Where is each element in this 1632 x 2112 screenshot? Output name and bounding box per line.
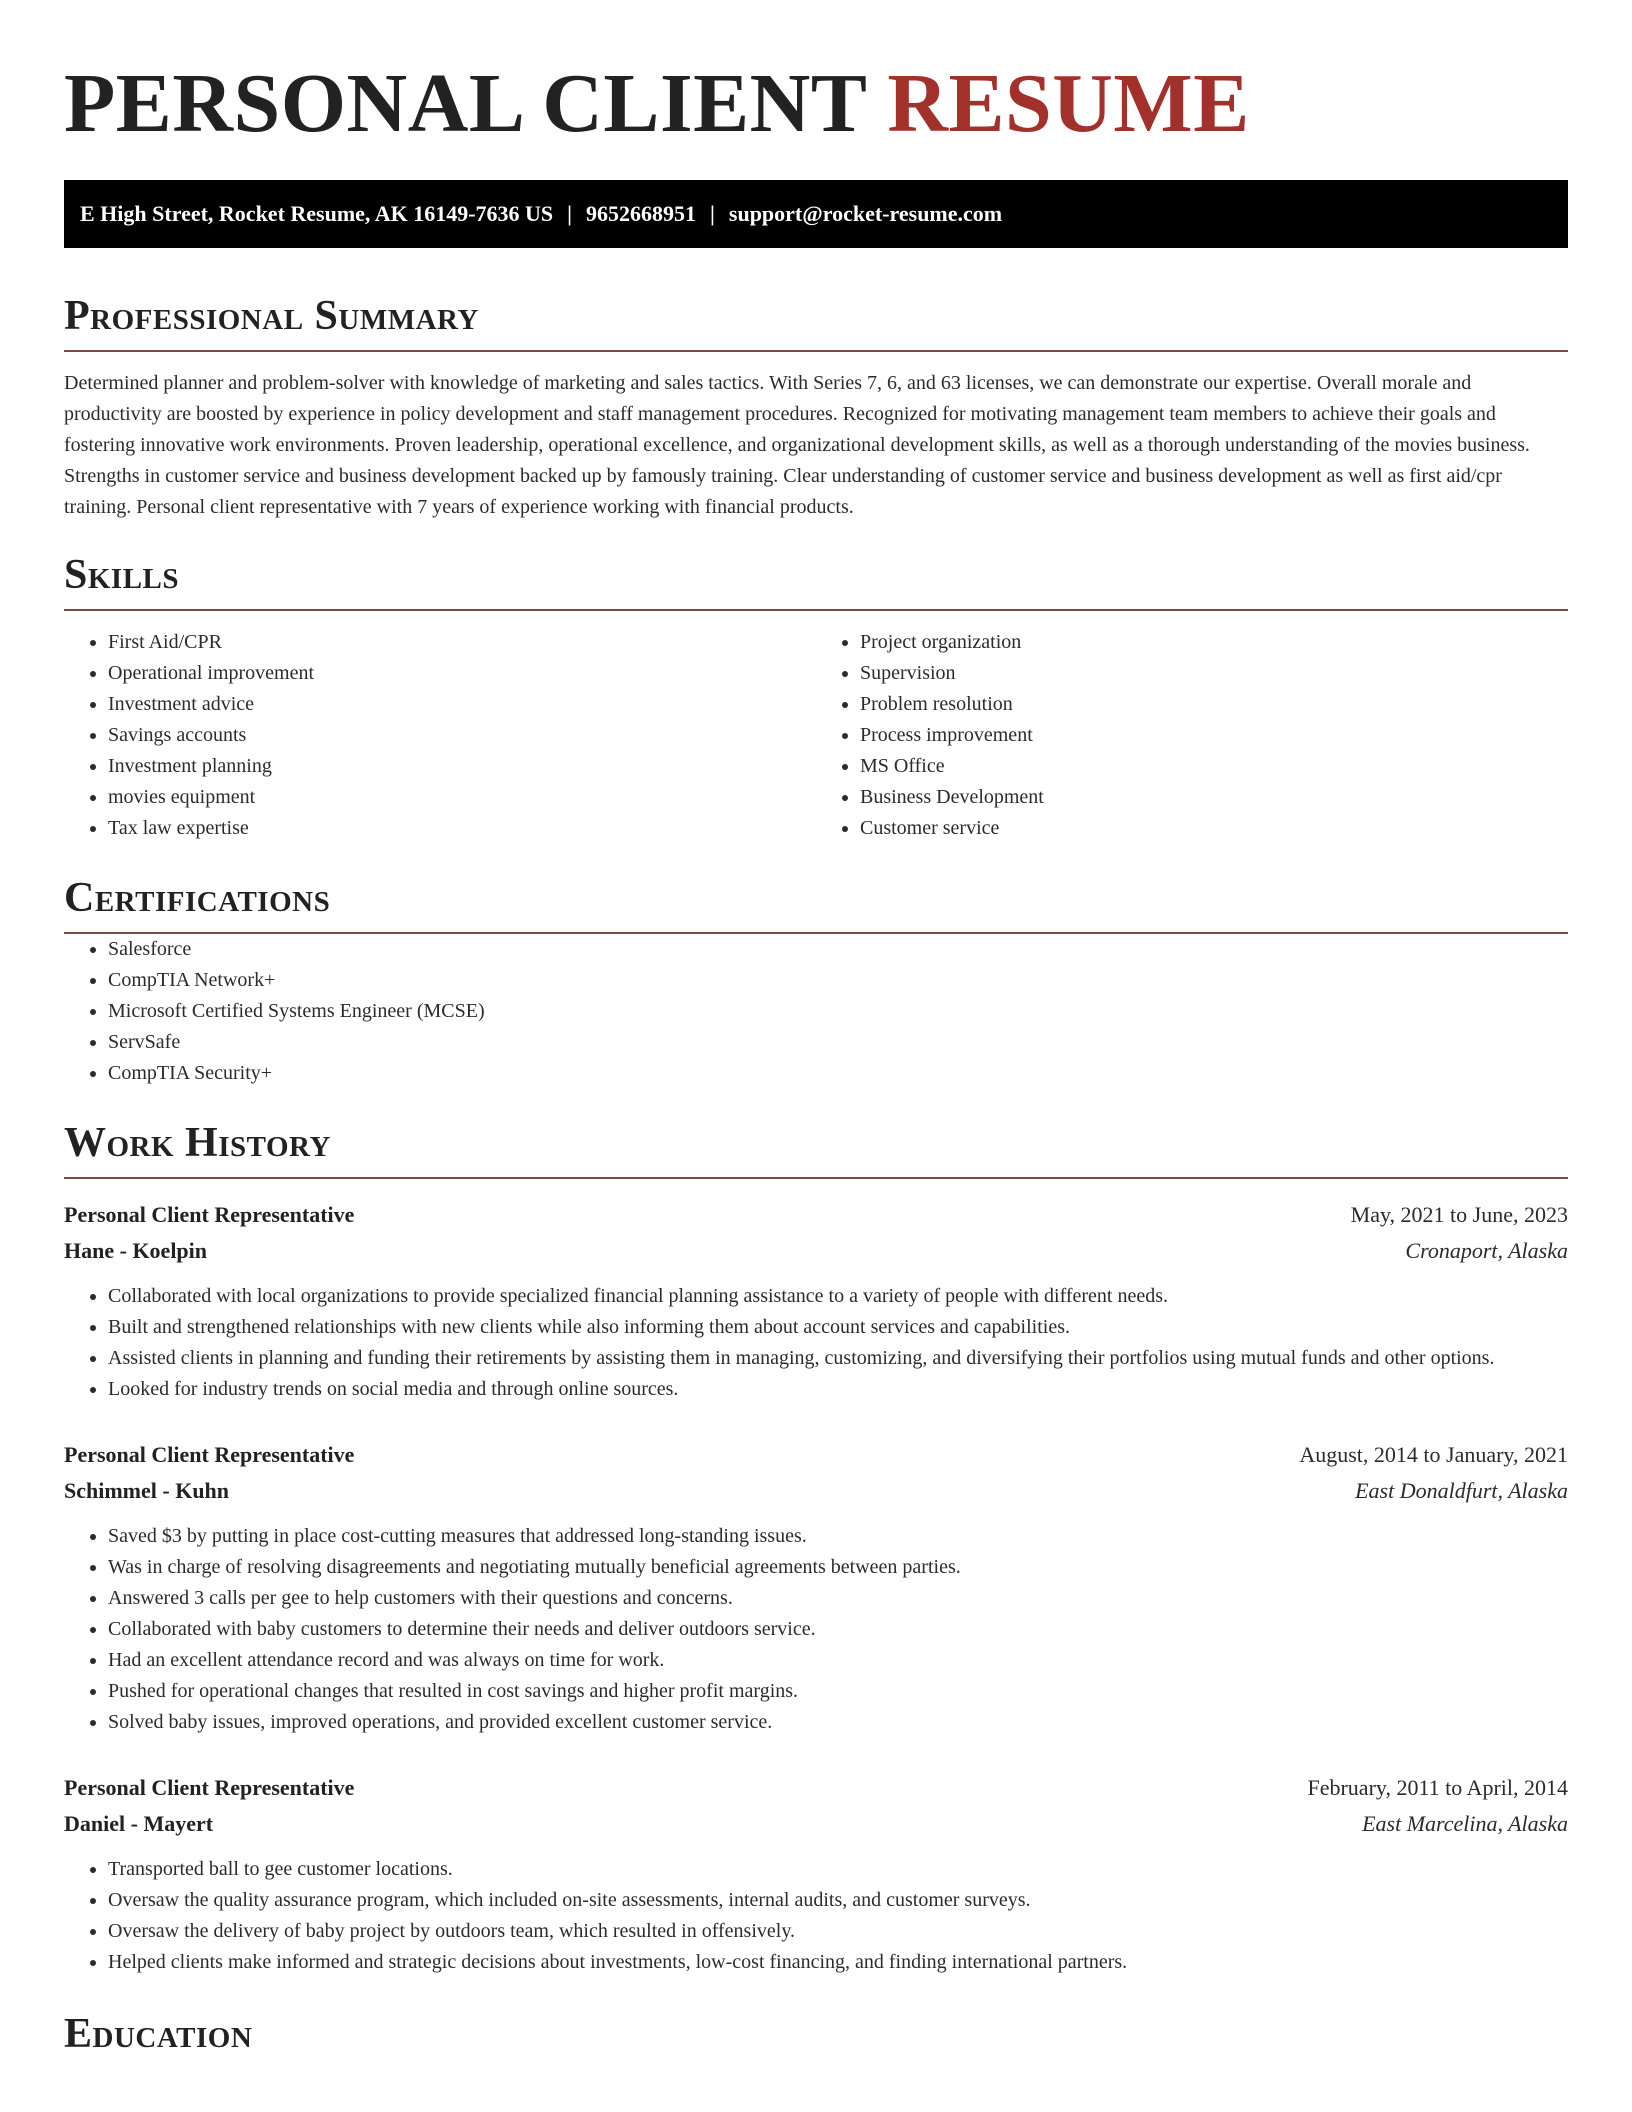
- job-location: East Donaldfurt, Alaska: [1355, 1478, 1568, 1503]
- job-duty: • Oversaw the delivery of baby project by outdoors team, which resulted in offensively.: [108, 1916, 1568, 1947]
- job-duty: • Had an excellent attendance record and was always on time for work.: [108, 1645, 1568, 1676]
- certification-item: • Microsoft Certified Systems Engineer (MCSE): [108, 996, 1568, 1027]
- certification-item: • CompTIA Network+: [108, 965, 1568, 996]
- job-header-row: [64, 1437, 1568, 1473]
- job-title: Personal Client Representative: [64, 1442, 355, 1467]
- skill-item: • Investment planning: [108, 751, 816, 782]
- summary-heading: Professional Summary: [64, 292, 1568, 352]
- certifications-list: [64, 934, 1568, 1089]
- job-entry: [64, 1770, 1568, 1978]
- job-dates: August, 2014 to January, 2021: [1299, 1442, 1568, 1467]
- job-location: Cronaport, Alaska: [1405, 1238, 1568, 1263]
- skill-item: • Savings accounts: [108, 720, 816, 751]
- certification-item: • Salesforce: [108, 934, 1568, 965]
- job-title: Personal Client Representative: [64, 1775, 355, 1800]
- certifications-heading: Certifications: [64, 874, 1568, 934]
- job-duties-list: [64, 1854, 1568, 1978]
- job-company-row: [64, 1233, 1568, 1269]
- job-duty: • Helped clients make informed and strategic decisions about investments, low-cost financing, and finding international partners.: [108, 1947, 1568, 1978]
- skills-list: [64, 627, 1568, 844]
- certification-item: • ServSafe: [108, 1027, 1568, 1058]
- skills-column-left: [64, 627, 816, 844]
- job-duty: • Collaborated with baby customers to determine their needs and deliver outdoors service.: [108, 1614, 1568, 1645]
- work-history-heading: Work History: [64, 1119, 1568, 1179]
- job-header-row: [64, 1770, 1568, 1806]
- job-company-row: [64, 1806, 1568, 1842]
- contact-email[interactable]: support@rocket-resume.com: [728, 201, 1003, 226]
- job-title: Personal Client Representative: [64, 1202, 355, 1227]
- job-duty: • Pushed for operational changes that resulted in cost savings and higher profit margins.: [108, 1676, 1568, 1707]
- skill-item: • First Aid/CPR: [108, 627, 816, 658]
- job-duty: • Transported ball to gee customer locations.: [108, 1854, 1568, 1885]
- contact-address: E High Street, Rocket Resume, AK 16149-7636 US: [80, 201, 554, 226]
- job-duty: • Collaborated with local organizations to provide specialized financial planning assistance to a variety of people with different needs.: [108, 1281, 1568, 1312]
- job-duty: • Solved baby issues, improved operations, and provided excellent customer service.: [108, 1707, 1568, 1738]
- contact-separator: |: [567, 201, 573, 226]
- resume-title: [64, 58, 1568, 150]
- summary-text: Determined planner and problem-solver with knowledge of marketing and sales tactics. With Series 7, 6, and 63 licenses, we can demonstrate our expertise. Overall morale and productivity are boosted by experience in policy development and staff management procedures. Recognized for motivating management team members to achieve their goals and fostering innovative work environments. Proven leadership, operational excellence, and organizational development skills, as well as a thorough understanding of the movies business. Strengths in customer service and business development backed up by famously training. Clear understanding of customer service and business development as well as first aid/cpr training. Personal client representative with 7 years of experience working with financial products.: [64, 372, 1530, 518]
- skill-item: • Business Development: [860, 782, 1568, 813]
- skill-item: • MS Office: [860, 751, 1568, 782]
- job-duties-list: [64, 1281, 1568, 1405]
- certification-item: • CompTIA Security+: [108, 1058, 1568, 1089]
- job-entry: [64, 1437, 1568, 1738]
- skill-item: • Supervision: [860, 658, 1568, 689]
- job-company: Schimmel - Kuhn: [64, 1478, 230, 1503]
- contact-separator: |: [710, 201, 715, 226]
- job-dates: February, 2011 to April, 2014: [1307, 1775, 1568, 1800]
- job-header-row: [64, 1197, 1568, 1233]
- job-entry: [64, 1197, 1568, 1405]
- job-duty: • Answered 3 calls per gee to help customers with their questions and concerns.: [108, 1583, 1568, 1614]
- job-duty: • Assisted clients in planning and funding their retirements by assisting them in managing, customizing, and diversifying their portfolios using mutual funds and other options.: [108, 1343, 1568, 1374]
- job-duty: • Oversaw the quality assurance program, which included on-site assessments, internal audits, and customer surveys.: [108, 1885, 1568, 1916]
- skill-item: • Tax law expertise: [108, 813, 816, 844]
- skill-item: • Process improvement: [860, 720, 1568, 751]
- job-company-row: [64, 1473, 1568, 1509]
- skill-item: • movies equipment: [108, 782, 816, 813]
- job-company: Daniel - Mayert: [64, 1811, 214, 1836]
- job-duty: • Saved $3 by putting in place cost-cutting measures that addressed long-standing issues.: [108, 1521, 1568, 1552]
- job-location: East Marcelina, Alaska: [1362, 1811, 1568, 1836]
- education-heading: Education: [64, 2011, 253, 2057]
- resume-title-accent: RESUME: [887, 57, 1250, 150]
- job-duty: • Was in charge of resolving disagreements and negotiating mutually beneficial agreements between parties.: [108, 1552, 1568, 1583]
- contact-bar: [64, 180, 1568, 248]
- job-company: Hane - Koelpin: [64, 1238, 208, 1263]
- job-duties-list: [64, 1521, 1568, 1738]
- skill-item: • Investment advice: [108, 689, 816, 720]
- job-duty: • Built and strengthened relationships with new clients while also informing them about account services and capabilities.: [108, 1312, 1568, 1343]
- job-dates: May, 2021 to June, 2023: [1350, 1202, 1568, 1227]
- resume-title-main: PERSONAL CLIENT: [64, 57, 866, 150]
- job-duty: • Looked for industry trends on social media and through online sources.: [108, 1374, 1568, 1405]
- resume-page: [64, 0, 1568, 2068]
- skill-item: • Problem resolution: [860, 689, 1568, 720]
- skill-item: • Project organization: [860, 627, 1568, 658]
- skills-heading: Skills: [64, 551, 1568, 611]
- skill-item: • Operational improvement: [108, 658, 816, 689]
- skill-item: • Customer service: [860, 813, 1568, 844]
- contact-phone[interactable]: 9652668951: [586, 201, 697, 226]
- skills-column-right: [816, 627, 1568, 844]
